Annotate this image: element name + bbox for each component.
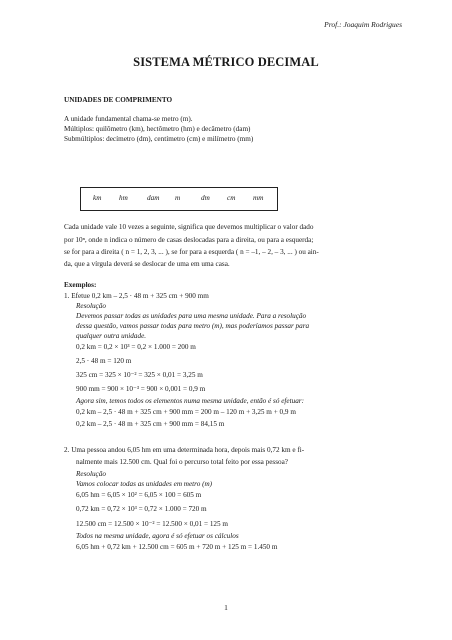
ex1-calc-2: 2,5 · 48 m = 120 m [76, 357, 132, 365]
ex2-calc-3: 12.500 cm = 12.500 × 10⁻² = 12.500 × 0,01 = 125 m [76, 520, 228, 528]
rule-line-4: da, que a vírgula deverá se deslocar de uma em uma casa. [64, 260, 230, 268]
intro-line-3: Submúltiplos: decímetro (dm), centímetro (cm) e milímetro (mm) [64, 135, 254, 143]
rule-line-3: se for para a direita ( n = 1, 2, 3, ... ), se for para a esquerda ( n = –1, – 2, – 3, ... ) ou ain- [64, 248, 319, 256]
ex2-resolucao: Resolução [76, 470, 106, 478]
ex2-final-note: Todos na mesma unidade, agora é só efetuar os cálculos [76, 532, 239, 540]
ex2-calc-1: 6,05 hm = 6,05 × 10² = 6,05 × 100 = 605 m [76, 491, 202, 499]
author-header: Prof.: Joaquim Rodrigues [324, 20, 402, 29]
ex1-final-calc-2: 0,2 km – 2,5 · 48 m + 325 cm + 900 mm = 84,15 m [76, 420, 225, 428]
page-number: 1 [224, 603, 228, 612]
ex1-note-3: qualquer outra unidade. [76, 332, 147, 340]
examples-label: Exemplos: [64, 281, 97, 289]
unit-dm: dm [201, 194, 210, 202]
ex1-calc-3: 325 cm = 325 × 10⁻² = 325 × 0,01 = 3,25 m [76, 371, 203, 379]
rule-line-2: por 10ⁿ, onde n indica o número de casas deslocadas para a direita, ou para a esquerda; [64, 236, 314, 244]
intro-line-2: Múltiplos: quilômetro (km), hectômetro (hm) e decâmetro (dam) [64, 125, 251, 133]
ex1-final-calc-1: 0,2 km – 2,5 · 48 m + 325 cm + 900 mm = 200 m – 120 m + 3,25 m + 0,9 m [76, 408, 296, 416]
ex2-calc-2: 0,72 km = 0,72 × 10³ = 0,72 × 1.000 = 720 m [76, 505, 207, 513]
unit-mm: mm [253, 194, 264, 202]
ex1-resolucao: Resolução [76, 302, 106, 310]
unit-km: km [93, 194, 102, 202]
rule-line-1: Cada unidade vale 10 vezes a seguinte, significa que devemos multiplicar o valor dado [64, 223, 314, 231]
page-title: SISTEMA MÉTRICO DECIMAL [133, 55, 319, 69]
ex1-calc-4: 900 mm = 900 × 10⁻³ = 900 × 0,001 = 0,9 m [76, 385, 206, 393]
ex1-note-2: dessa questão, vamos passar todas para metro (m), mas poderíamos passar para [76, 322, 310, 330]
section-heading: UNIDADES DE COMPRIMENTO [64, 96, 173, 104]
ex1-calc-1: 0,2 km = 0,2 × 10³ = 0,2 × 1.000 = 200 m [76, 343, 196, 351]
unit-hm: hm [119, 194, 128, 202]
ex2-final-calc: 6,05 hm + 0,72 km + 12.500 cm = 605 m + 720 m + 125 m = 1.450 m [76, 543, 278, 551]
ex2-note: Vamos colocar todas as unidades em metro (m) [76, 480, 213, 488]
unit-dam: dam [147, 194, 160, 202]
ex1-statement: 1. Efetue 0,2 km – 2,5 · 48 m + 325 cm + 900 mm [64, 292, 209, 300]
ex1-final-note: Agora sim, temos todos os elementos numa mesma unidade, então é só efetuar: [76, 397, 304, 405]
unit-cm: cm [227, 194, 236, 202]
unit-m: m [175, 194, 181, 202]
ex2-statement-2: nalmente mais 12.500 cm. Qual foi o percurso total feito por essa pessoa? [76, 458, 288, 466]
units-box [80, 187, 278, 211]
ex2-statement-1: 2. Uma pessoa andou 6,05 hm em uma determinada hora, depois mais 0,72 km e fi- [64, 446, 305, 454]
intro-line-1: A unidade fundamental chama-se metro (m). [64, 115, 193, 123]
ex1-note-1: Devemos passar todas as unidades para uma mesma unidade. Para a resolução [76, 312, 307, 320]
